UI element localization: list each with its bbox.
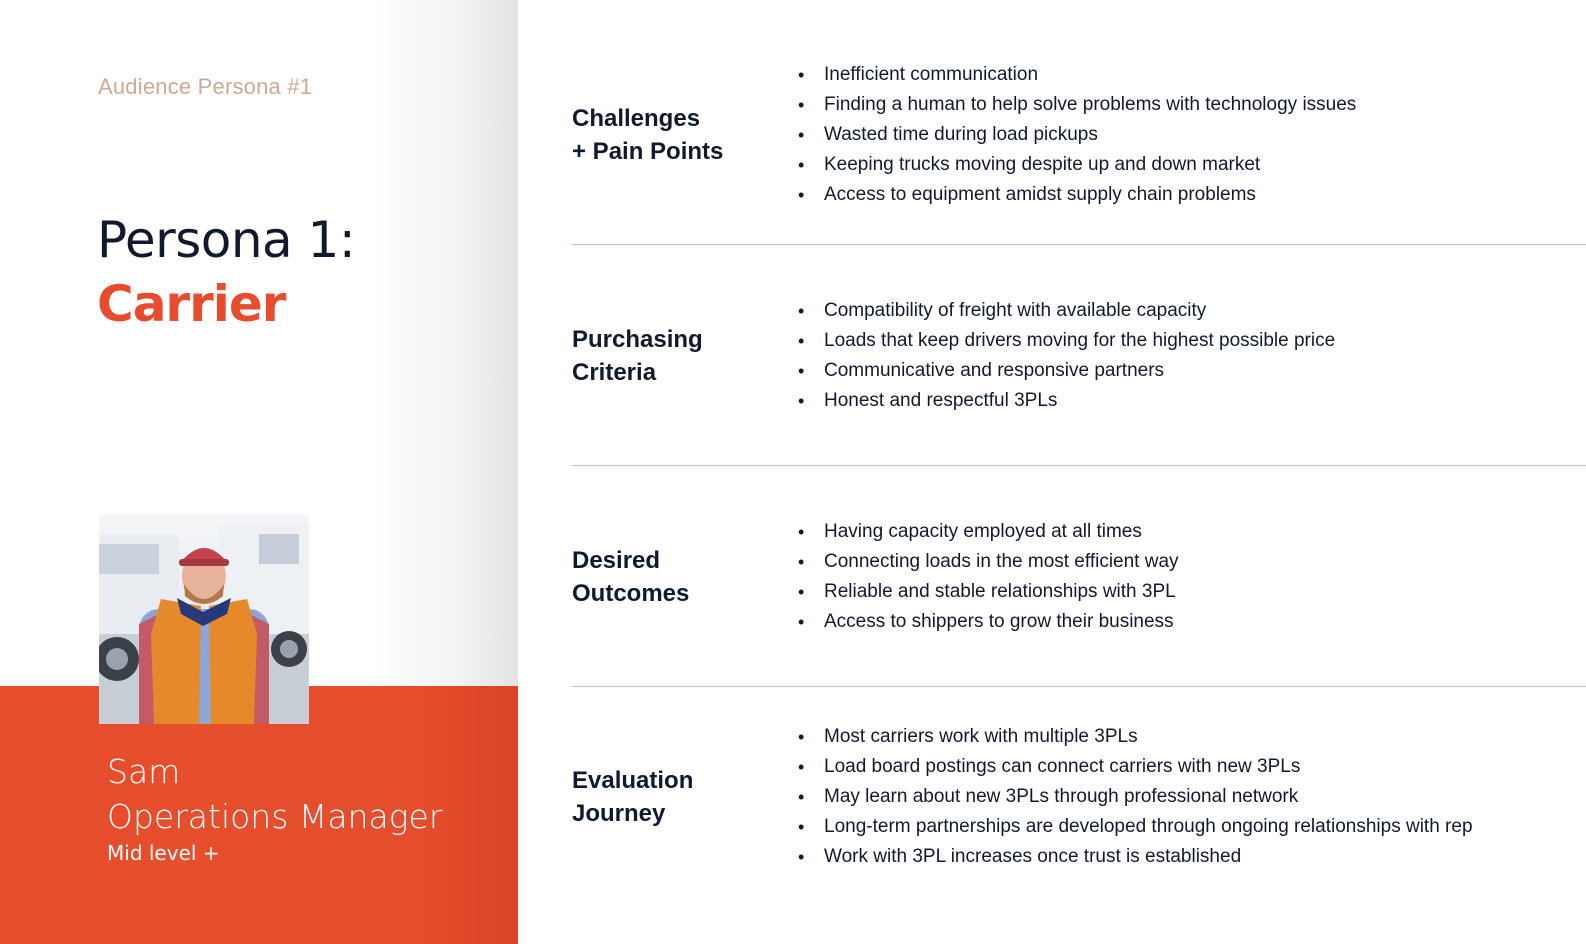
section-title — [572, 323, 787, 389]
section-title-line: + Pain Points — [572, 138, 724, 165]
bullet-list — [798, 60, 1356, 210]
section-divider — [572, 686, 1586, 687]
section-title-line: Journey — [572, 800, 666, 827]
bullet-item: • Communicative and responsive partners — [798, 356, 1335, 386]
section-title — [572, 544, 787, 610]
section-title-line: Criteria — [572, 359, 657, 386]
bullet-item: • May learn about new 3PLs through professional network — [798, 782, 1473, 812]
bullet-item: • Access to equipment amidst supply chain problems — [798, 180, 1356, 210]
bullet-item: • Inefficient communication — [798, 60, 1356, 90]
bullet-item: • Keeping trucks moving despite up and down market — [798, 150, 1356, 180]
bullet-item: • Wasted time during load pickups — [798, 120, 1356, 150]
bullet-item: • Access to shippers to grow their business — [798, 607, 1179, 637]
section-title — [572, 764, 787, 830]
persona-title: Persona 1: — [97, 211, 356, 269]
bullet-item: • Honest and respectful 3PLs — [798, 386, 1335, 416]
bullet-item: • Work with 3PL increases once trust is established — [798, 842, 1473, 872]
eyebrow-label: Audience Persona #1 — [98, 74, 313, 99]
persona-level: Mid level + — [107, 841, 220, 865]
persona-type: Carrier — [97, 275, 286, 333]
bullet-item: • Reliable and stable relationships with 3PL — [798, 577, 1179, 607]
section-title-line: Evaluation — [572, 767, 694, 794]
section-title-line: Challenges — [572, 105, 701, 132]
bullet-list — [798, 517, 1179, 637]
bullet-item: • Most carriers work with multiple 3PLs — [798, 722, 1473, 752]
bullet-item: • Loads that keep drivers moving for the highest possible price — [798, 326, 1335, 356]
bullet-item: • Finding a human to help solve problems with technology issues — [798, 90, 1356, 120]
bullet-item: • Load board postings can connect carriers with new 3PLs — [798, 752, 1473, 782]
section-title — [572, 102, 787, 168]
bullet-item: • Having capacity employed at all times — [798, 517, 1179, 547]
section-divider — [572, 244, 1586, 245]
bullet-item: • Connecting loads in the most efficient way — [798, 547, 1179, 577]
bullet-list — [798, 296, 1335, 416]
bullet-list — [798, 722, 1473, 872]
persona-panel — [0, 0, 518, 944]
persona-role: Operations Manager — [107, 797, 443, 836]
persona-photo — [99, 514, 309, 724]
bullet-item: • Compatibility of freight with available capacity — [798, 296, 1335, 326]
persona-name: Sam — [107, 752, 181, 791]
section-divider — [572, 465, 1586, 466]
section-title-line: Purchasing — [572, 326, 703, 353]
section-title-line: Desired — [572, 547, 661, 574]
section-title-line: Outcomes — [572, 580, 690, 607]
bullet-item: • Long-term partnerships are developed through ongoing relationships with rep — [798, 812, 1473, 842]
